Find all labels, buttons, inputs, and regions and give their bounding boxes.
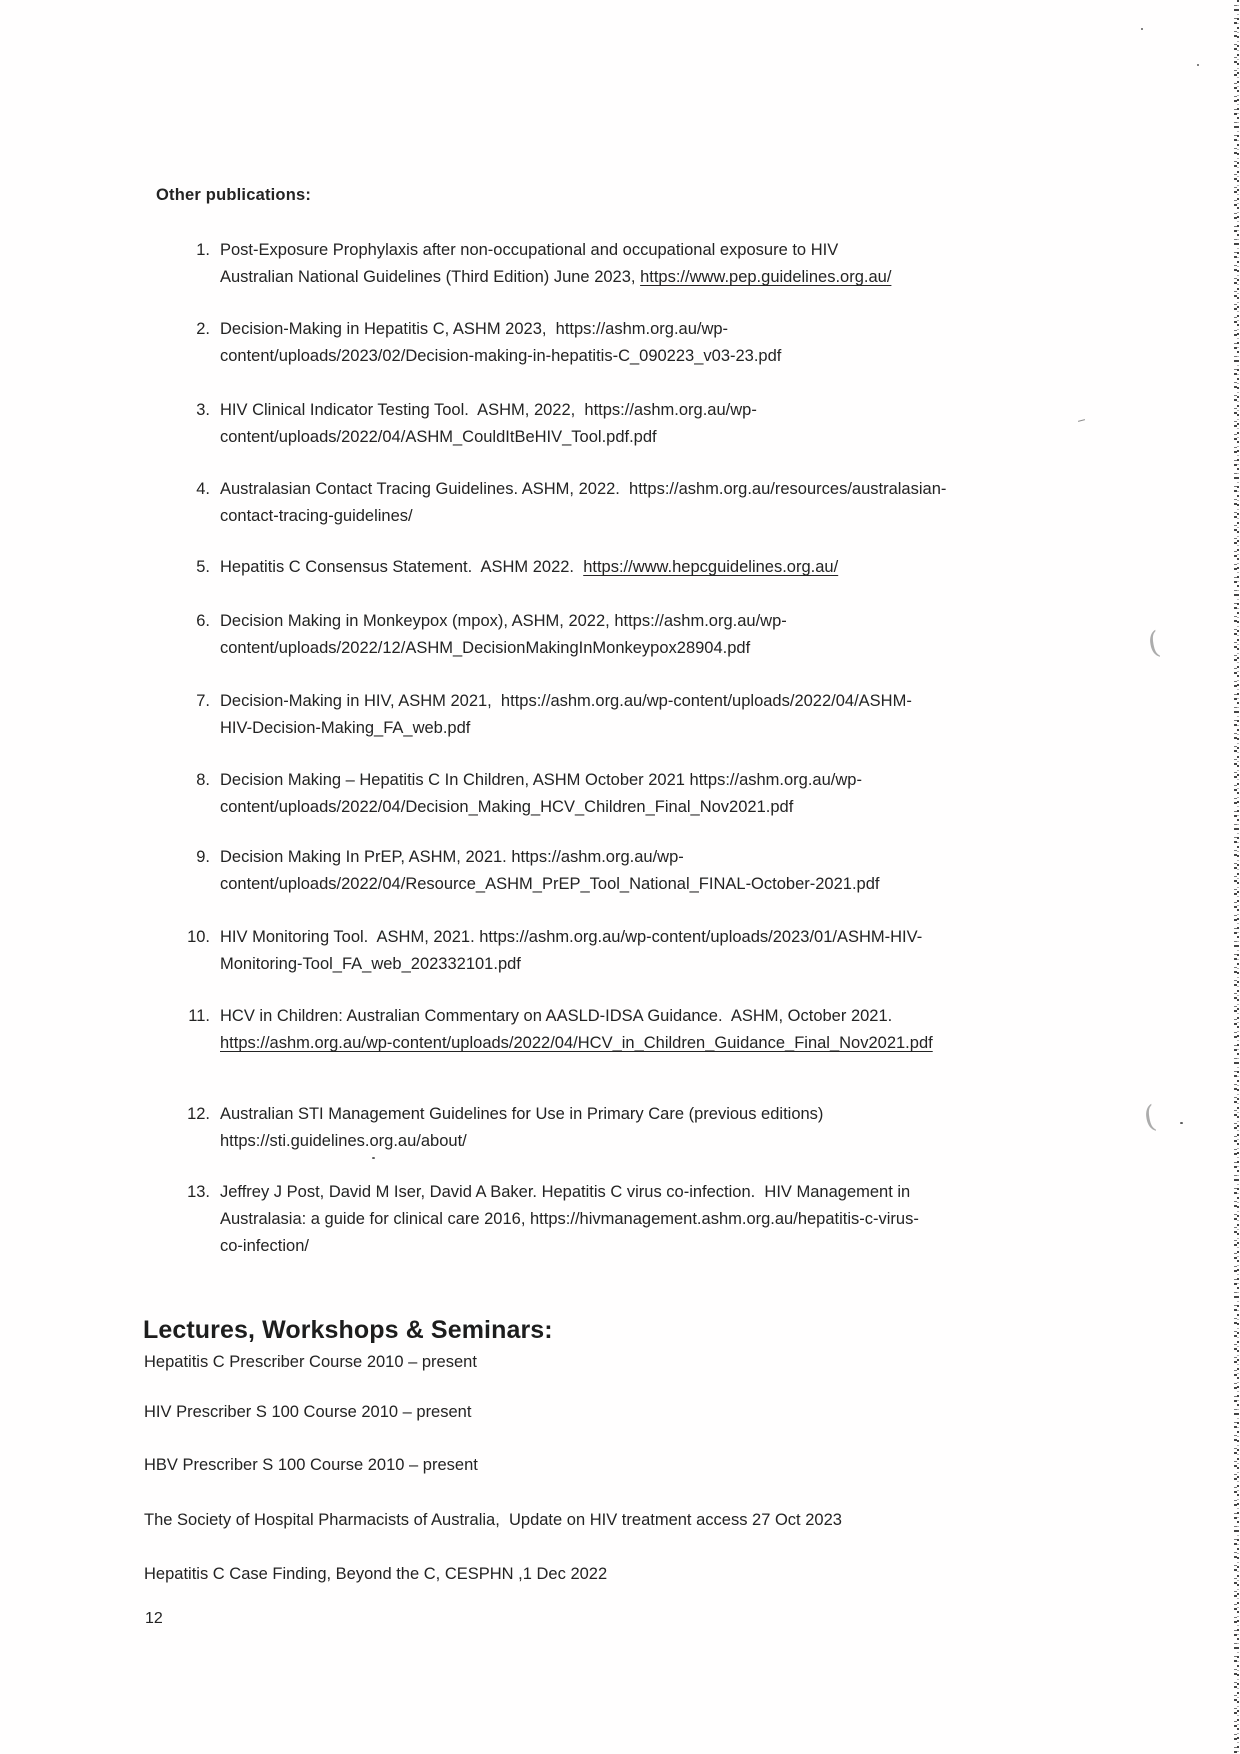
publication-text-block	[220, 1101, 823, 1155]
publication-text: Australasian Contact Tracing Guidelines. ASHM, 2022. https://ashm.org.au/resources/australasian-	[220, 480, 947, 498]
publication-text: Decision-Making in Hepatitis C, ASHM 2023, https://ashm.org.au/wp-	[220, 320, 729, 338]
lecture-item: HBV Prescriber S 100 Course 2010 – present	[144, 1456, 478, 1474]
publication-line	[220, 1030, 933, 1057]
publication-text-block	[220, 1179, 919, 1260]
publication-line	[220, 1206, 919, 1233]
publication-line	[220, 1128, 823, 1155]
publication-number: 1.	[196, 241, 210, 259]
publication-number: 8.	[196, 771, 210, 789]
publication-text: Decision Making In PrEP, ASHM, 2021. https://ashm.org.au/wp-	[220, 848, 684, 866]
publication-text: content/uploads/2022/12/ASHM_DecisionMakingInMonkeypox28904.pdf	[220, 639, 751, 657]
lecture-item: Hepatitis C Case Finding, Beyond the C, CESPHN ,1 Dec 2022	[144, 1565, 608, 1583]
publication-line	[220, 476, 946, 503]
publication-number: 3.	[196, 401, 210, 419]
publication-text-block	[220, 767, 862, 821]
publication-line	[220, 794, 862, 821]
publication-line	[220, 844, 879, 871]
scan-speck	[1078, 419, 1085, 422]
publication-text: HIV Clinical Indicator Testing Tool. ASHM, 2022, https://ashm.org.au/wp-	[220, 401, 757, 419]
publication-line	[220, 264, 891, 291]
publication-line	[220, 1003, 933, 1030]
publication-text: https://sti.guidelines.org.au/about/	[220, 1132, 467, 1150]
publication-number: 5.	[196, 558, 210, 576]
publication-link-text: https://www.hepcguidelines.org.au/	[583, 558, 839, 576]
publication-text: content/uploads/2022/04/ASHM_CouldItBeHIV_Tool.pdf.pdf	[220, 428, 657, 446]
lecture-item: HIV Prescriber S 100 Course 2010 – present	[144, 1403, 472, 1421]
publication-text-block	[220, 554, 838, 581]
publication-line	[220, 1101, 823, 1128]
publication-number: 11.	[188, 1007, 210, 1025]
scan-speck	[1180, 1122, 1183, 1124]
scan-artifact-parenthesis: (	[1141, 1099, 1159, 1136]
publication-text-block	[220, 476, 946, 530]
publication-text: Australian National Guidelines (Third Edition) June 2023,	[220, 268, 641, 286]
publication-line	[220, 397, 757, 424]
publication-text-block	[220, 688, 912, 742]
publication-line	[220, 237, 891, 264]
publication-line	[220, 1233, 919, 1260]
scan-speck	[1197, 64, 1199, 66]
page-number: 12	[145, 1610, 163, 1627]
publication-line	[220, 871, 879, 898]
publication-line	[220, 924, 922, 951]
publication-text: Decision-Making in HIV, ASHM 2021, https://ashm.org.au/wp-content/uploads/2022/04/ASHM-	[220, 692, 912, 710]
publication-number: 12.	[187, 1105, 210, 1123]
publication-line	[220, 715, 912, 742]
publication-line	[220, 424, 757, 451]
publication-text: Australasia: a guide for clinical care 2016, https://hivmanagement.ashm.org.au/hepatitis-c-virus-	[220, 1210, 919, 1228]
publication-line	[220, 343, 781, 370]
publication-text-block	[220, 1003, 933, 1057]
publication-number: 9.	[196, 848, 210, 866]
publication-text-block	[220, 316, 781, 370]
publication-text-block	[220, 844, 879, 898]
publication-line	[220, 608, 787, 635]
publication-text: Jeffrey J Post, David M Iser, David A Baker. Hepatitis C virus co-infection. HIV Management in	[220, 1183, 911, 1201]
publication-text: Decision Making in Monkeypox (mpox), ASHM, 2022, https://ashm.org.au/wp-	[220, 612, 787, 630]
scan-edge-noise-strip	[1234, 0, 1240, 1754]
publication-text-block	[220, 608, 787, 662]
publication-text-block	[220, 237, 891, 291]
publication-link-text: https://www.pep.guidelines.org.au/	[640, 268, 892, 286]
lecture-item: The Society of Hospital Pharmacists of Australia, Update on HIV treatment access 27 Oct 2023	[144, 1511, 842, 1529]
publication-line	[220, 635, 787, 662]
lectures-section-heading: Lectures, Workshops & Seminars:	[143, 1316, 553, 1344]
publication-line	[220, 951, 922, 978]
publication-number: 13.	[187, 1183, 210, 1201]
publication-text-block	[220, 397, 757, 451]
scan-speck	[372, 1157, 375, 1159]
publication-text: Australian STI Management Guidelines for Use in Primary Care (previous editions)	[220, 1105, 824, 1123]
publication-text: Hepatitis C Consensus Statement. ASHM 2022.	[220, 558, 584, 576]
publication-text: HIV-Decision-Making_FA_web.pdf	[220, 719, 471, 737]
publication-line	[220, 1179, 919, 1206]
publication-text: Decision Making – Hepatitis C In Children, ASHM October 2021 https://ashm.org.au/wp-	[220, 771, 862, 789]
publication-text: contact-tracing-guidelines/	[220, 507, 413, 525]
publication-number: 10.	[187, 928, 210, 946]
publication-line	[220, 767, 862, 794]
publication-line	[220, 316, 781, 343]
scan-artifact-parenthesis: (	[1145, 625, 1163, 662]
publications-section-heading: Other publications:	[156, 186, 312, 204]
publication-text: Post-Exposure Prophylaxis after non-occupational and occupational exposure to HIV	[220, 241, 839, 259]
publication-line	[220, 503, 946, 530]
scan-speck	[1141, 28, 1143, 30]
lecture-item: Hepatitis C Prescriber Course 2010 – present	[144, 1353, 477, 1371]
publication-text: content/uploads/2023/02/Decision-making-in-hepatitis-C_090223_v03-23.pdf	[220, 347, 782, 365]
publication-text: content/uploads/2022/04/Resource_ASHM_PrEP_Tool_National_FINAL-October-2021.pdf	[220, 875, 880, 893]
publication-text: HCV in Children: Australian Commentary on AASLD-IDSA Guidance. ASHM, October 2021.	[220, 1007, 893, 1025]
publication-text: Monitoring-Tool_FA_web_202332101.pdf	[220, 955, 521, 973]
publication-text: co-infection/	[220, 1237, 309, 1255]
publication-text: HIV Monitoring Tool. ASHM, 2021. https://ashm.org.au/wp-content/uploads/2023/01/ASHM-HIV-	[220, 928, 923, 946]
publication-link-text: https://ashm.org.au/wp-content/uploads/2022/04/HCV_in_Children_Guidance_Final_Nov2021.pdf	[220, 1034, 933, 1052]
publication-number: 7.	[196, 692, 210, 710]
publication-number: 4.	[196, 480, 210, 498]
publication-text: content/uploads/2022/04/Decision_Making_HCV_Children_Final_Nov2021.pdf	[220, 798, 794, 816]
publication-line	[220, 688, 912, 715]
publication-number: 2.	[196, 320, 210, 338]
publication-text-block	[220, 924, 922, 978]
publication-line	[220, 554, 838, 581]
publication-number: 6.	[196, 612, 210, 630]
